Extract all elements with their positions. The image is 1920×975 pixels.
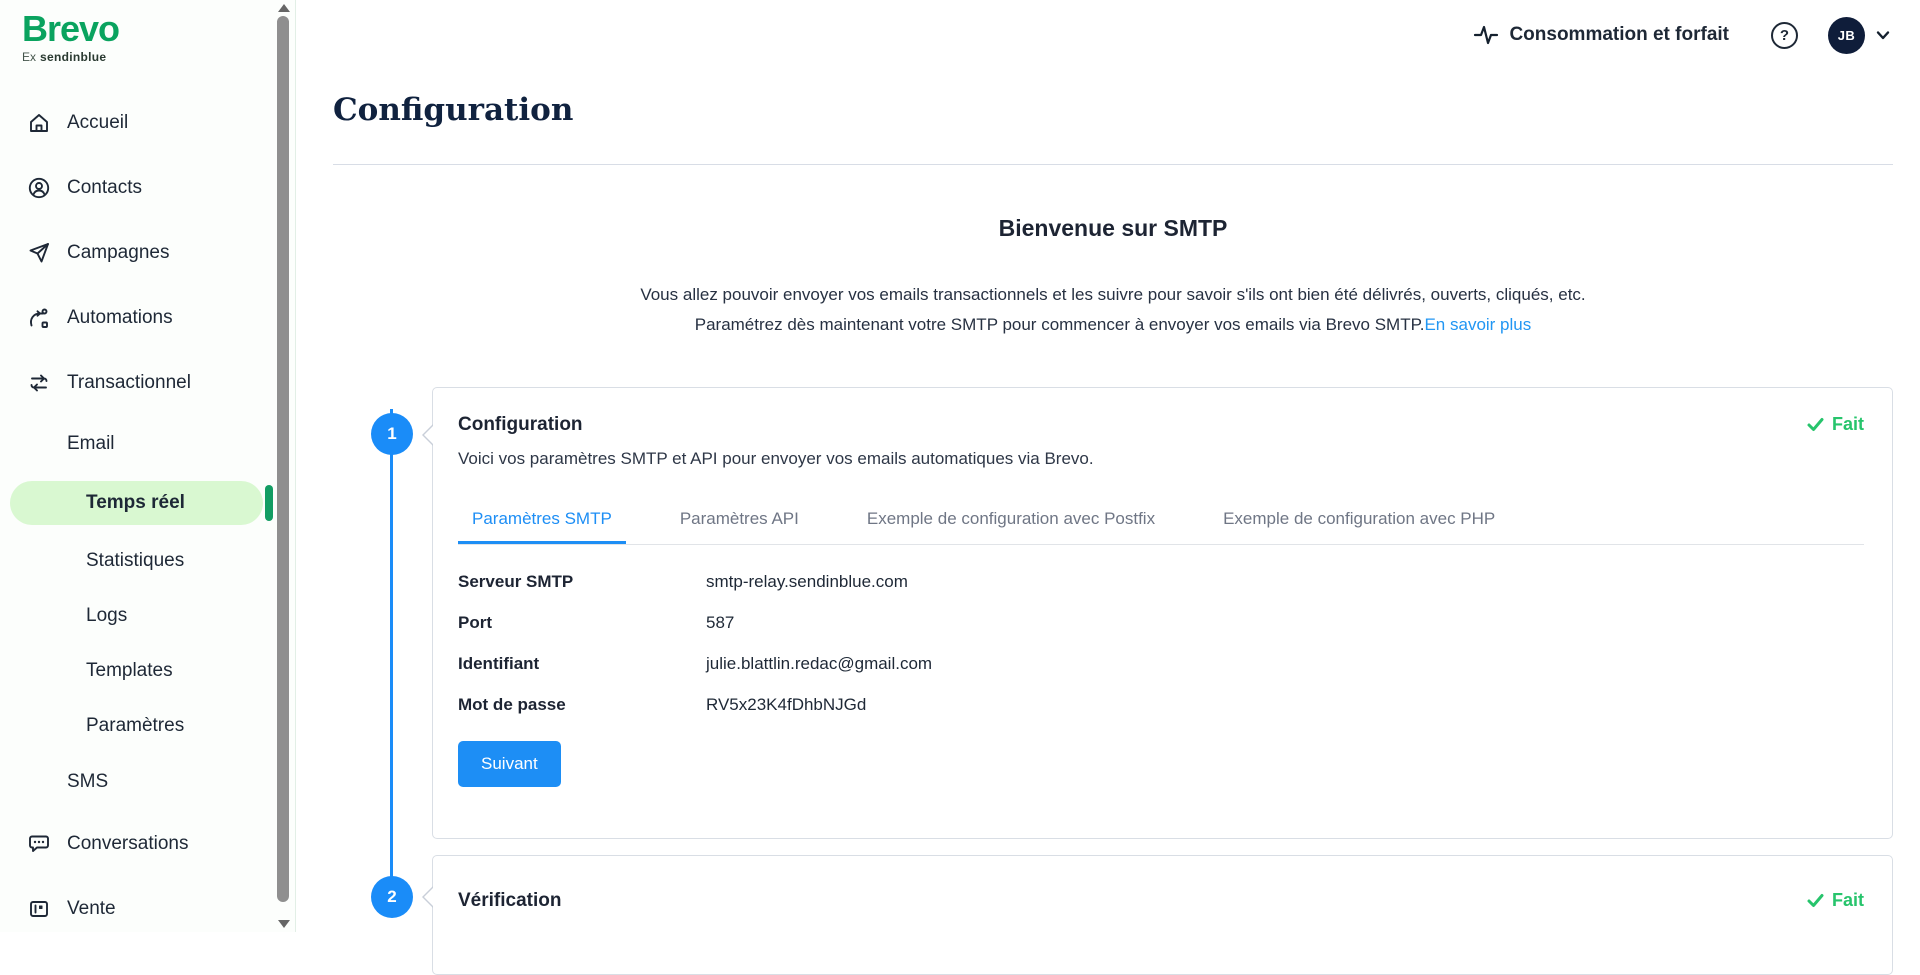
- step-1-status-badge: [1806, 414, 1864, 435]
- field-label-mot-de-passe: Mot de passe: [458, 694, 566, 714]
- scrollbar-thumb[interactable]: [277, 16, 289, 902]
- sidebar-item-label: Contacts: [67, 176, 142, 198]
- field-value-serveur-smtp: smtp-relay.sendinblue.com: [706, 571, 908, 591]
- status-label: Fait: [1831, 890, 1864, 910]
- verification-card: [432, 855, 1893, 975]
- welcome-text: [333, 280, 1893, 340]
- scroll-down-arrow-icon[interactable]: [278, 920, 290, 928]
- tab-parametres-smtp[interactable]: Paramètres SMTP: [458, 497, 626, 544]
- sidebar-item-label: Logs: [86, 604, 128, 626]
- sidebar-item-campagnes[interactable]: [0, 220, 295, 285]
- welcome-line2: Paramétrez dès maintenant votre SMTP pour commencer à envoyer vos emails via Brevo SMTP.: [694, 315, 1425, 334]
- welcome-title: Bienvenue sur SMTP: [998, 215, 1228, 241]
- brand-tagline-prefix: Ex: [22, 50, 37, 64]
- sidebar-item-contacts[interactable]: [0, 155, 295, 220]
- learn-more-link[interactable]: En savoir plus: [1424, 315, 1532, 334]
- card-icon: [27, 897, 51, 921]
- sidebar-item-label: Conversations: [67, 832, 189, 854]
- usage-label: Consommation et forfait: [1509, 24, 1729, 45]
- header-divider: [333, 164, 1893, 165]
- sidebar-item-label: Paramètres: [86, 714, 185, 736]
- configuration-card-subtitle: Voici vos paramètres SMTP et API pour envoyer vos emails automatiques via Brevo.: [458, 449, 1094, 468]
- steps-area: [333, 387, 1893, 975]
- verification-card-header: [458, 890, 1864, 912]
- table-row: [458, 602, 1864, 643]
- sidebar-item-label: Email: [67, 433, 115, 454]
- sidebar-item-label: Automations: [67, 306, 173, 328]
- sidebar-item-vente[interactable]: [0, 876, 295, 941]
- help-glyph: ?: [1779, 26, 1790, 44]
- sidebar-nav: [0, 90, 295, 941]
- sidebar-item-temps-reel-wrap: [0, 473, 295, 533]
- sidebar-item-label: Campagnes: [67, 241, 170, 263]
- sidebar-item-statistiques[interactable]: [0, 533, 295, 588]
- page-content: [296, 92, 1920, 975]
- sidebar-scrollbar[interactable]: [275, 0, 291, 932]
- send-icon: [27, 241, 51, 265]
- check-icon: [1806, 891, 1825, 910]
- step-2-number: 2: [387, 887, 397, 906]
- step-1-badge: [371, 413, 413, 455]
- sidebar-item-label: Templates: [86, 659, 173, 681]
- pulse-icon: [1473, 22, 1499, 48]
- table-row: [458, 684, 1864, 725]
- configuration-tabs: [458, 497, 1864, 545]
- sidebar-item-transactionnel[interactable]: [0, 350, 295, 415]
- chevron-down-icon[interactable]: [1873, 25, 1893, 45]
- main-area: [296, 0, 1920, 932]
- sidebar-item-conversations[interactable]: [0, 811, 295, 876]
- field-label-port: Port: [458, 612, 492, 632]
- sidebar-item-label: Transactionnel: [67, 371, 191, 393]
- sidebar-item-templates[interactable]: [0, 643, 295, 698]
- sidebar-item-temps-reel[interactable]: [10, 481, 263, 525]
- step-2-status-badge: [1806, 890, 1864, 911]
- welcome-section: [333, 215, 1893, 340]
- avatar-initials: JB: [1837, 27, 1856, 43]
- field-value-port: 587: [706, 612, 735, 632]
- check-icon: [1806, 415, 1825, 434]
- contacts-icon: [27, 176, 51, 200]
- step-1-number: 1: [387, 424, 397, 443]
- table-row: [458, 643, 1864, 684]
- field-value-identifiant: julie.blattlin.redac@gmail.com: [706, 653, 933, 673]
- verification-card-title: Vérification: [458, 890, 562, 911]
- brand-tagline: [22, 50, 295, 64]
- home-icon: [27, 111, 51, 135]
- sidebar-item-sms[interactable]: [0, 753, 295, 811]
- sidebar-item-accueil[interactable]: [0, 90, 295, 155]
- sidebar-item-automations[interactable]: [0, 285, 295, 350]
- automations-icon: [27, 306, 51, 330]
- sidebar-item-email[interactable]: [0, 415, 295, 473]
- tab-exemple-postfix[interactable]: Exemple de configuration avec Postfix: [866, 509, 1156, 528]
- field-value-mot-de-passe: RV5x23K4fDhbNJGd: [706, 694, 867, 714]
- configuration-card: [432, 387, 1893, 839]
- chat-icon: [27, 832, 51, 856]
- usage-and-plan-button[interactable]: [1473, 22, 1729, 48]
- field-label-identifiant: Identifiant: [458, 653, 540, 673]
- configuration-card-header: [458, 414, 1864, 436]
- sidebar: [0, 0, 296, 932]
- sidebar-item-logs[interactable]: [0, 588, 295, 643]
- sidebar-item-parametres[interactable]: [0, 698, 295, 753]
- transactional-icon: [27, 371, 51, 395]
- table-row: [458, 561, 1864, 602]
- sidebar-item-label: Statistiques: [86, 549, 185, 571]
- sidebar-item-label: Temps réel: [86, 492, 185, 513]
- tab-parametres-api[interactable]: Paramètres API: [679, 509, 799, 528]
- sidebar-item-label: Accueil: [67, 111, 129, 133]
- step-connector-line: [390, 409, 393, 897]
- sidebar-item-label: Vente: [67, 897, 116, 919]
- sidebar-item-label: SMS: [67, 771, 109, 792]
- brand-tagline-name: sendinblue: [40, 50, 107, 64]
- scroll-up-arrow-icon[interactable]: [278, 4, 290, 12]
- help-icon[interactable]: [1771, 22, 1798, 49]
- field-label-serveur-smtp: Serveur SMTP: [458, 571, 574, 591]
- tab-exemple-php[interactable]: Exemple de configuration avec PHP: [1223, 509, 1496, 528]
- step-2-badge: [371, 876, 413, 918]
- configuration-card-title: Configuration: [458, 414, 583, 435]
- status-label: Fait: [1831, 414, 1864, 434]
- avatar[interactable]: [1828, 17, 1865, 54]
- brand-logo[interactable]: [0, 0, 295, 64]
- topbar: [296, 0, 1920, 70]
- suivant-button[interactable]: Suivant: [458, 741, 561, 787]
- brand-logo-text: Brevo: [22, 8, 120, 49]
- page-title: Configuration: [333, 92, 574, 128]
- smtp-settings-table: [458, 561, 1864, 725]
- welcome-line1: Vous allez pouvoir envoyer vos emails transactionnels et les suivre pour savoir s'ils ont bien été délivrés, ouverts, cliqués, etc.: [640, 285, 1586, 304]
- active-item-marker: [265, 485, 273, 521]
